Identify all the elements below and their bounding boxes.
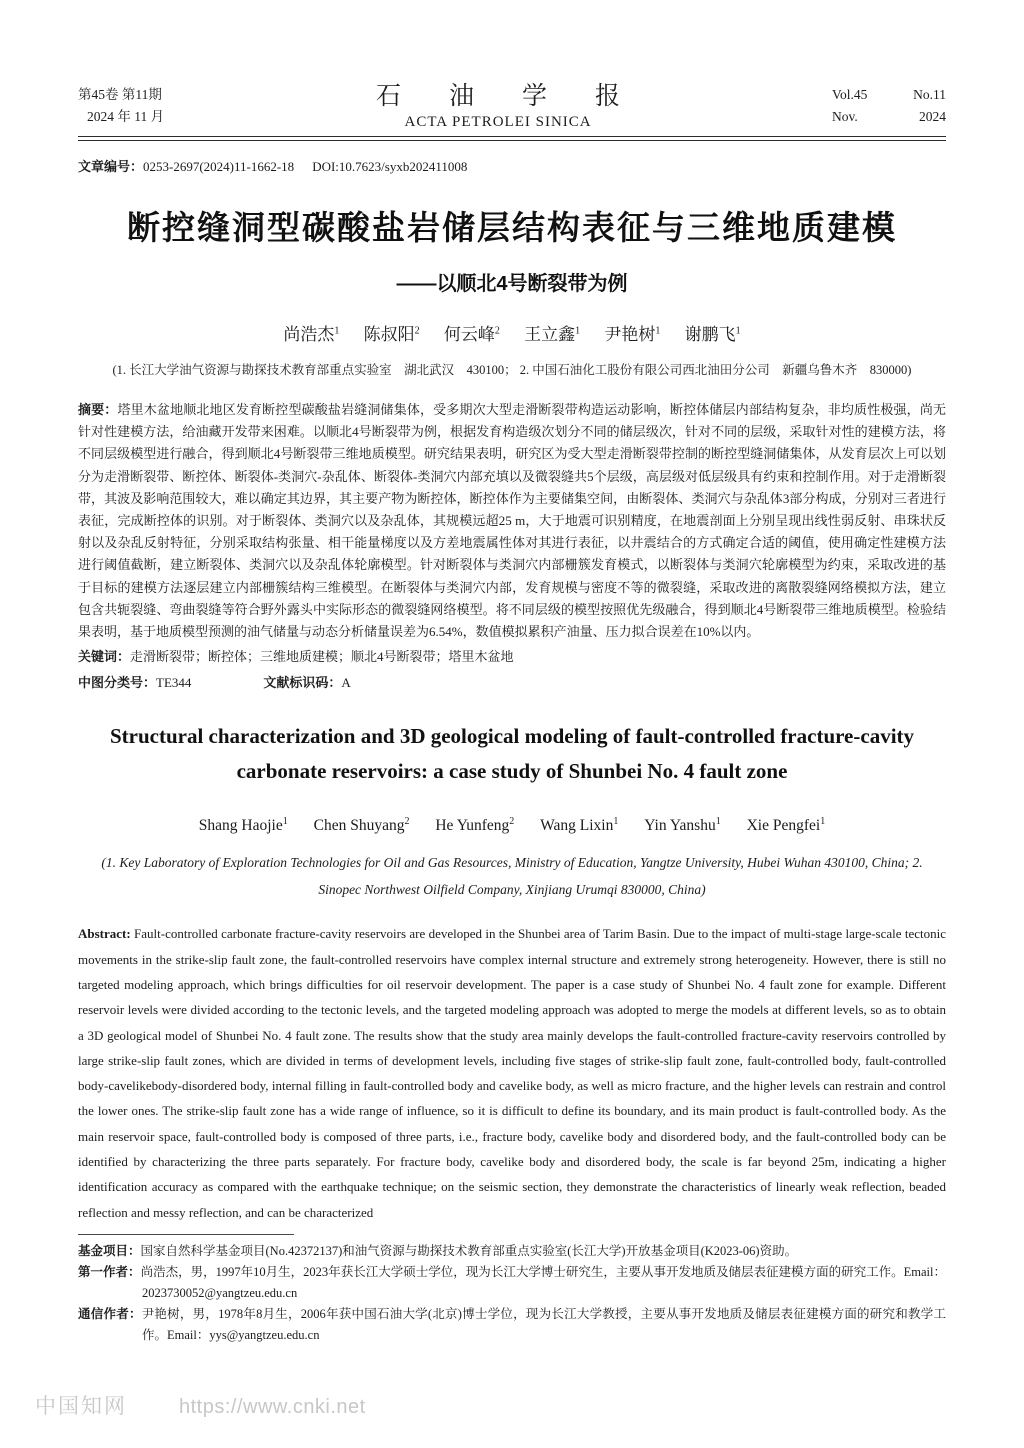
- footnote-label: 第一作者：: [78, 1264, 141, 1279]
- keywords-line: [78, 646, 946, 668]
- cnki-watermark: [35, 1390, 366, 1420]
- page-subtitle: ——以顺北4号断裂带为例: [396, 273, 628, 295]
- author-sup: 1: [282, 816, 288, 828]
- keywords-label: 关键词：: [78, 649, 131, 665]
- clc-label: 中图分类号：: [78, 675, 157, 691]
- cnki-url: https://www.cnki.net: [179, 1396, 366, 1418]
- footnote-divider: [78, 1234, 294, 1235]
- author-cn: [524, 325, 580, 344]
- author-name: 何云峰: [443, 325, 495, 344]
- header-divider: [78, 136, 946, 141]
- author-cn: [444, 325, 500, 344]
- abstract-cn-text: 塔里木盆地顺北地区发育断控型碳酸盐岩缝洞储集体，受多期次大型走滑断裂带构造运动影响，断控体储层内部结构复杂，非均质性极强，尚无针对性建模方法，给油藏开发带来困难。以顺北4号断裂带为例，根据发育构造级次划分不同的储层级次，针对不同的层级，采取针对性的建模方法，将不同层级模型进行融合，得到顺北4号断裂带三维地质模型。研究结果表明，研究区为受大型走滑断裂带控制的断控型缝洞储集体，从发育层次上可以划分为走滑断裂带、断控体、断裂体-类洞穴-杂乱体、断裂体-类洞穴内部充填以及微裂缝共5个层级，高层级对低层级具有约束和控制作用。对于走滑断裂带，其波及影响范围较大，难以确定其边界，其主要产物为断控体，断控体作为主要储集空间，由断裂体、类洞穴与杂乱体3部分构成，分别对三者进行表征，完成断控体的识别。对于断裂体、类洞穴以及杂乱体，其规模远超25 m，大于地震可识别精度，在地震剖面上分别呈现出线性弱反射、串珠状反射以及杂乱反射特征，分别采取结构张量、相干能量梯度以及方差地震属性体对其进行表征，以井震结合的方式确定合适的阈值，使用确定性建模方法进行阈值截断，建立断裂体、类洞穴以及杂乱体轮廓模型。针对断裂体与类洞穴内部栅簇发育模式，以断裂体与类洞穴轮廓模型为约束，采取改进的基于目标的建模方法逐层建立内部栅簇结构三维模型。在断裂体与类洞穴内部，发育规模与密度不等的微裂缝，采取改进的离散裂缝网络模拟方法，建立包含共轭裂缝、弯曲裂缝等符合野外露头中实际形态的微裂缝网络模型。将不同层级的模型按照优先级融合，得到顺北4号断裂带三维地质模型。检验结果表明，基于地质模型预测的油气储量与动态分析储量误差为6.54%，数值模拟累积产油量、压力拟合误差在10%以内。: [78, 402, 946, 640]
- author-sup: 2: [404, 816, 410, 828]
- article-number-value: 0253-2697(2024)11-1662-18: [143, 159, 295, 174]
- volume-en: Vol.45: [832, 87, 868, 102]
- author-name: Yin Yanshu: [644, 817, 716, 835]
- author-sup: 2: [494, 325, 500, 337]
- footnote-label: 基金项目：: [78, 1243, 141, 1258]
- footnote-text: 国家自然科学基金项目(No.42372137)和油气资源与勘探技术教育部重点实验室(长江大学)开放基金项目(K2023-06)资助。: [140, 1243, 798, 1258]
- footnote-funding: [78, 1241, 946, 1262]
- author-en: [644, 817, 721, 834]
- journal-name-en: ACTA PETROLEI SINICA: [404, 114, 592, 130]
- doi-value: DOI:10.7623/syxb202411008: [312, 159, 468, 174]
- article-number-label: 文章编号：: [78, 159, 144, 174]
- abstract-cn: [78, 399, 946, 643]
- masthead-center: [164, 84, 832, 131]
- author-sup: 1: [575, 325, 581, 337]
- affiliation-en: (1. Key Laboratory of Exploration Technologies for Oil and Gas Resources, Ministry of Education, Yangtze University, Hubei Wuhan 430100, China; 2. Sinopec Northwest Oilfield Company, Xinjiang Urumqi 830000, China): [101, 855, 923, 898]
- abstract-en-label: Abstract:: [78, 926, 131, 942]
- author-sup: 2: [509, 816, 515, 828]
- author-cn: [685, 325, 741, 344]
- abstract-en-text: Fault-controlled carbonate fracture-cavity reservoirs are developed in the Shunbei area of Tarim Basin. Due to the impact of multi-stage large-scale tectonic movements in the strike-slip fault zone, the fault-controlled reservoirs have complex internal structure and extremely strong heterogeneity. However, there is still no targeted modeling approach, which brings difficulties for oil reservoir development. The paper is a case study of Shunbei No. 4 fault zone for example. Different reservoir levels were divided according to the tectonic levels, and the targeted modeling approach was adopted to merge the models at different levels, so as to obtain a 3D geological model of Shunbei No. 4 fault zone. The results show that the study area mainly develops the fault-controlled fracture-cavity reservoirs controlled by large strike-slip fault zones, which are divided in terms of development levels, including five stages of strike-slip fault zone, fault-controlled body, fault-controlled body-cavelikebody-disordered body, internal filling in fault-controlled body and cavelike body, as well as micro fracture, and the higher levels can restrain and control the lower ones. The strike-slip fault zone has a wide range of influence, so it is difficult to define its boundary, and its main product is fault-controlled body. As the main reservoir space, fault-controlled body is composed of three parts, i.e., fracture body, cavelike body and disordered body, and the fault-controlled body can be identified by characterizing the three parts separately. For fracture body, cavelike body and disordered body, the scale is far beyond 25m, indicating a higher identification accuracy as compared with the earthquake technique; on the seismic section, they demonstrate the characteristics of linearly weak reflection, beaded reflection and messy reflection, and can be characterized: [78, 926, 946, 1220]
- author-sup: 1: [613, 816, 619, 828]
- author-sup: 1: [655, 325, 661, 337]
- page-title-en: Structural characterization and 3D geological modeling of fault-controlled fracture-cavity carbonate reservoirs: a case study of Shunbei No. 4 fault zone: [109, 724, 915, 784]
- footnote-text: 尹艳树，男，1978年8月生，2006年获中国石油大学(北京)博士学位，现为长江大学教授，主要从事开发地质及储层表征建模方面的研究和教学工作。Email：yys@yangtzeu.edu.cn: [141, 1306, 946, 1342]
- author-name: 尹艳树: [604, 325, 656, 344]
- footnotes: [78, 1241, 946, 1346]
- journal-name-cn: 石油学报: [376, 83, 669, 110]
- author-name: Chen Shuyang: [313, 817, 405, 835]
- author-cn: [364, 325, 420, 344]
- date-row-en: [832, 106, 946, 128]
- author-en: [199, 817, 288, 834]
- author-cn: [604, 325, 660, 344]
- volume-row-en: [832, 84, 946, 106]
- author-name: Xie Pengfei: [746, 817, 821, 835]
- footnote-first-author: [78, 1262, 946, 1304]
- author-name: 谢鹏飞: [684, 325, 736, 344]
- author-name: Wang Lixin: [540, 817, 614, 835]
- author-cn: [283, 325, 339, 344]
- author-name: 王立鑫: [524, 325, 576, 344]
- author-sup: 1: [334, 325, 340, 337]
- doc-code-value: A: [341, 675, 351, 691]
- page-content: [78, 0, 946, 1346]
- author-sup: 2: [414, 325, 420, 337]
- author-name: 尚浩杰: [283, 325, 335, 344]
- author-name: 陈叔阳: [363, 325, 415, 344]
- masthead-left: [78, 84, 164, 128]
- author-en: [540, 817, 618, 834]
- author-sup: 1: [715, 816, 721, 828]
- clc-value: TE344: [156, 675, 192, 691]
- year-en: 2024: [919, 109, 946, 124]
- article-number-line: [78, 156, 946, 175]
- abstract-en: [78, 921, 946, 1225]
- date-cn: 2024 年 11 月: [87, 109, 165, 124]
- affiliation-cn: (1. 长江大学油气资源与勘探技术教育部重点实验室 湖北武汉 430100； 2. 中国石油化工股份有限公司西北油田分公司 新疆乌鲁木齐 830000): [112, 363, 912, 377]
- authors-cn: [78, 320, 946, 345]
- month-en: Nov.: [832, 109, 858, 124]
- footnote-corresponding-author: [78, 1304, 946, 1346]
- author-sup: 1: [820, 816, 826, 828]
- author-en: [314, 817, 410, 834]
- authors-en: [78, 816, 946, 835]
- classification-line: [78, 672, 946, 691]
- footnote-text: 尚浩杰，男，1997年10月生，2023年获长江大学硕士学位，现为长江大学博士研究生，主要从事开发地质及储层表征建模方面的研究工作。Email：2023730052@yangtzeu.edu.cn: [140, 1264, 946, 1300]
- cnki-logo-text: 中国知网: [35, 1395, 127, 1418]
- volume-issue-cn: 第45卷 第11期: [78, 87, 162, 102]
- abstract-cn-label: 摘要：: [78, 402, 118, 417]
- keywords-text: 走滑断裂带；断控体；三维地质建模；顺北4号断裂带；塔里木盆地: [130, 649, 514, 665]
- journal-masthead: [78, 84, 946, 131]
- author-en: [747, 817, 826, 834]
- author-sup: 1: [735, 325, 741, 337]
- author-name: Shang Haojie: [198, 817, 283, 835]
- masthead-right: [832, 84, 946, 128]
- issue-en: No.11: [913, 87, 946, 102]
- author-name: He Yunfeng: [435, 817, 510, 835]
- page-title: 断控缝洞型碳酸盐岩储层结构表征与三维地质建模: [127, 209, 897, 246]
- author-en: [435, 817, 514, 834]
- footnote-label: 通信作者：: [78, 1306, 142, 1321]
- doc-code-label: 文献标识码：: [263, 675, 342, 691]
